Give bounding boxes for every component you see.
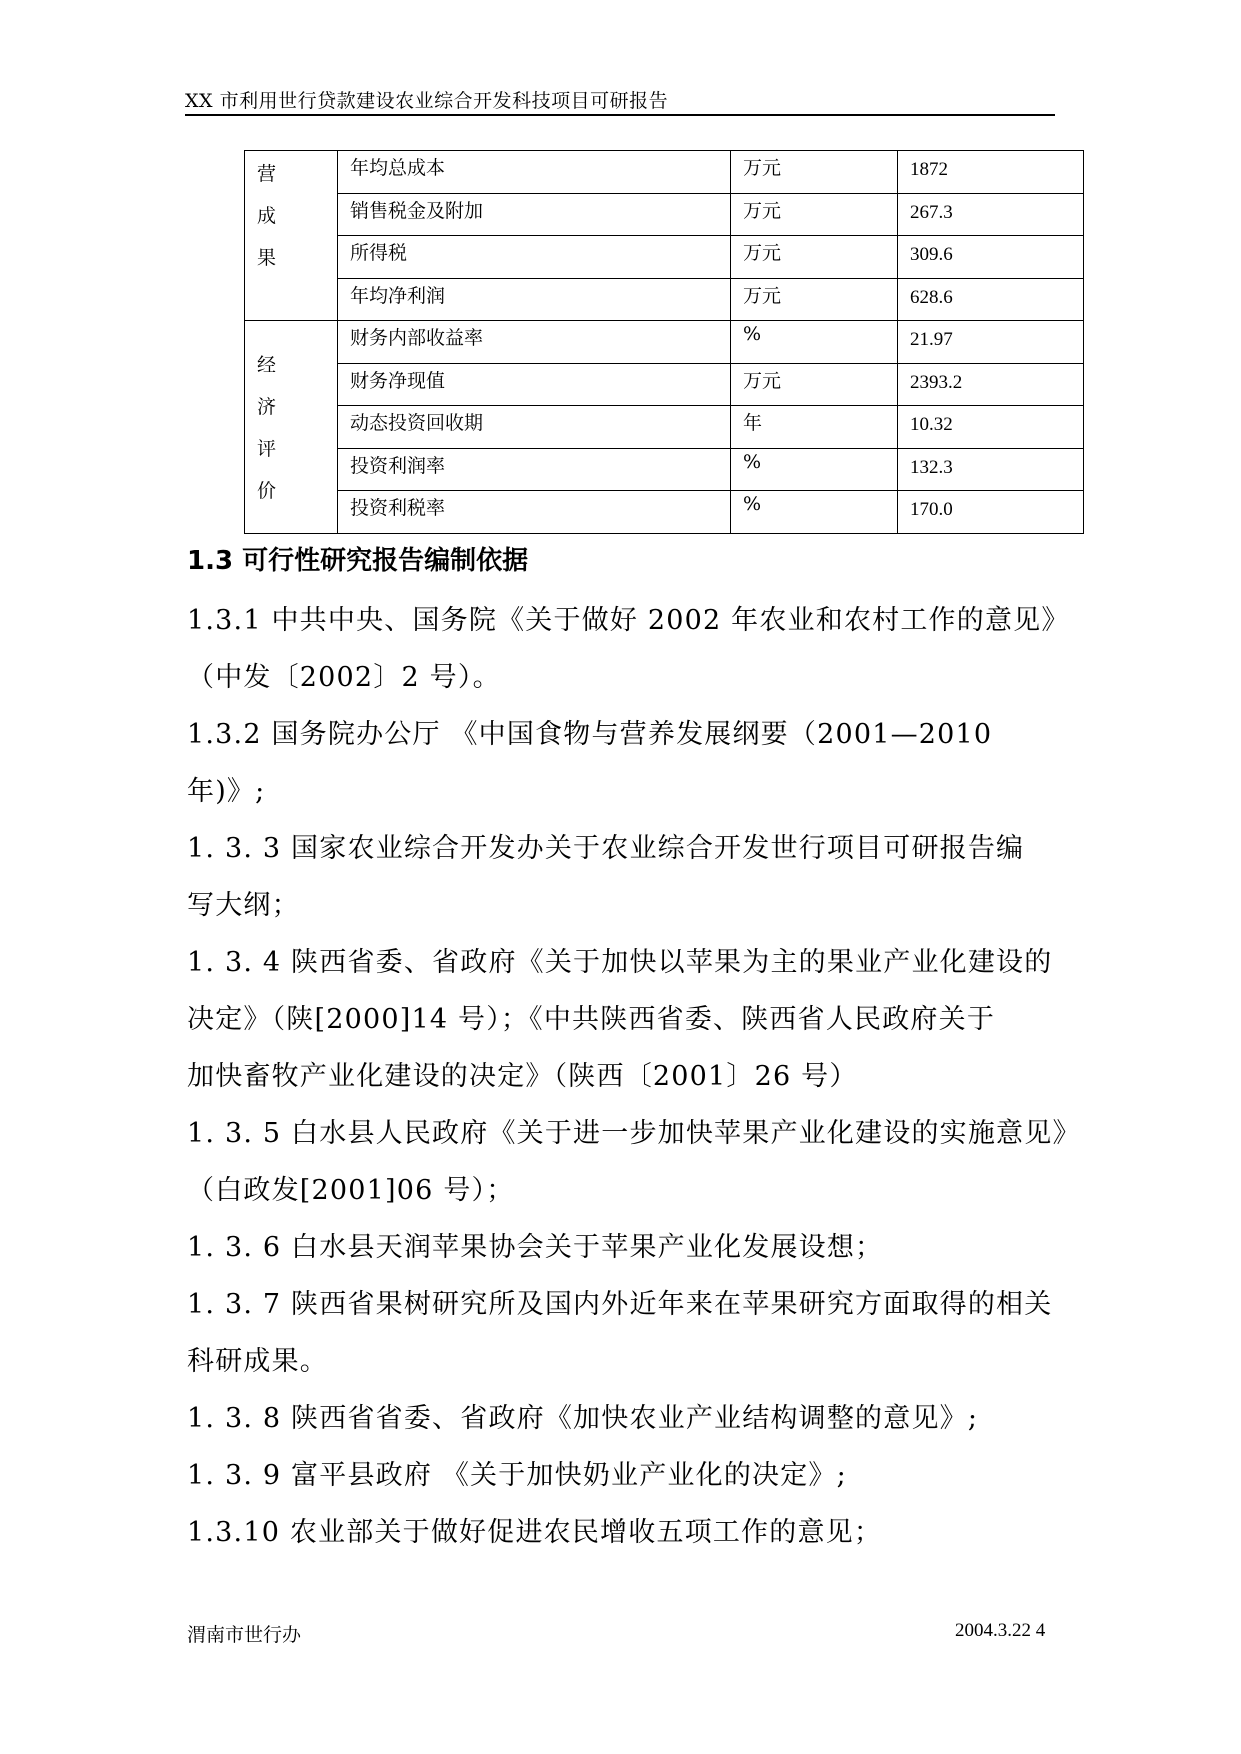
value-cell: 21.97 <box>898 321 1084 364</box>
table-row <box>245 406 1084 449</box>
table-row <box>245 321 1084 364</box>
item-cell: 年均净利润 <box>338 278 731 321</box>
body-line: 1. 3. 7 陕西省果树研究所及国内外近年来在苹果研究方面取得的相关 <box>187 1289 1053 1320</box>
unit-cell: 年 <box>731 406 898 449</box>
item-cell: 投资利税率 <box>338 491 731 534</box>
value-cell: 170.0 <box>898 491 1084 534</box>
table-row <box>245 236 1084 279</box>
unit-cell: % <box>731 448 898 491</box>
body-line: 1. 3. 8 陕西省省委、省政府《加快农业产业结构调整的意见》; <box>187 1403 979 1434</box>
item-cell: 投资利润率 <box>338 448 731 491</box>
item-cell: 财务内部收益率 <box>338 321 731 364</box>
body-line: 1. 3. 3 国家农业综合开发办关于农业综合开发世行项目可研报告编 <box>187 833 1025 864</box>
category-char: 果 <box>257 247 277 269</box>
unit-cell: 万元 <box>731 151 898 194</box>
body-line: 年)》; <box>187 776 266 807</box>
value-cell: 628.6 <box>898 278 1084 321</box>
body-line: 加快畜牧产业化建设的决定》（陕西〔2001〕26 号） <box>187 1061 858 1092</box>
table-row <box>245 193 1084 236</box>
section-heading: 1.3 可行性研究报告编制依据 <box>187 546 529 576</box>
body-line: 科研成果。 <box>187 1346 328 1377</box>
category-char: 经 <box>257 353 277 376</box>
table-row <box>245 278 1084 321</box>
category-cell <box>245 151 338 321</box>
item-cell: 财务净现值 <box>338 363 731 406</box>
value-cell: 132.3 <box>898 448 1084 491</box>
item-cell: 动态投资回收期 <box>338 406 731 449</box>
document-header: XX 市利用世行贷款建设农业综合开发科技项目可研报告 <box>185 90 669 112</box>
category-char: 成 <box>257 205 277 227</box>
body-line: 写大纲； <box>187 890 300 921</box>
unit-cell: 万元 <box>731 193 898 236</box>
category-char: 价 <box>257 479 277 502</box>
table-row <box>245 151 1084 194</box>
body-line: （中发〔2002〕2 号）。 <box>187 662 501 693</box>
footer-date-page: 2004.3.22 4 <box>955 1620 1046 1641</box>
table-row <box>245 448 1084 491</box>
value-cell: 309.6 <box>898 236 1084 279</box>
item-cell: 销售税金及附加 <box>338 193 731 236</box>
unit-cell: 万元 <box>731 363 898 406</box>
table-row <box>245 363 1084 406</box>
category-char: 营 <box>257 163 277 185</box>
value-cell: 10.32 <box>898 406 1084 449</box>
item-cell: 所得税 <box>338 236 731 279</box>
category-char: 评 <box>257 437 277 460</box>
body-line: 决定》（陕[2000]14 号）；《中共陕西省委、陕西省人民政府关于 <box>187 1004 996 1035</box>
unit-cell: % <box>731 491 898 534</box>
body-line: 1.3.2 国务院办公厅 《中国食物与营养发展纲要（2001—2010 <box>187 719 993 750</box>
footer-organization: 渭南市世行办 <box>187 1624 302 1646</box>
body-line: （白政发[2001]06 号）； <box>187 1175 515 1206</box>
unit-cell: 万元 <box>731 236 898 279</box>
body-line: 1. 3. 5 白水县人民政府《关于进一步加快苹果产业化建设的实施意见》 <box>187 1118 1081 1149</box>
body-line: 1. 3. 6 白水县天润苹果协会关于苹果产业化发展设想； <box>187 1232 884 1263</box>
body-line: 1.3.10 农业部关于做好促进农民增收五项工作的意见； <box>187 1517 883 1548</box>
value-cell: 267.3 <box>898 193 1084 236</box>
item-cell: 年均总成本 <box>338 151 731 194</box>
category-char: 济 <box>257 395 277 418</box>
value-cell: 2393.2 <box>898 363 1084 406</box>
body-line: 1. 3. 9 富平县政府 《关于加快奶业产业化的决定》; <box>187 1460 847 1491</box>
financial-summary-table <box>244 150 1084 534</box>
table-row <box>245 491 1084 534</box>
body-line: 1. 3. 4 陕西省委、省政府《关于加快以苹果为主的果业产业化建设的 <box>187 947 1053 978</box>
unit-cell: % <box>731 321 898 364</box>
body-line: 1.3.1 中共中央、国务院《关于做好 2002 年农业和农村工作的意见》 <box>187 605 1070 636</box>
category-cell <box>245 321 338 534</box>
unit-cell: 万元 <box>731 278 898 321</box>
header-rule <box>185 114 1055 116</box>
value-cell: 1872 <box>898 151 1084 194</box>
